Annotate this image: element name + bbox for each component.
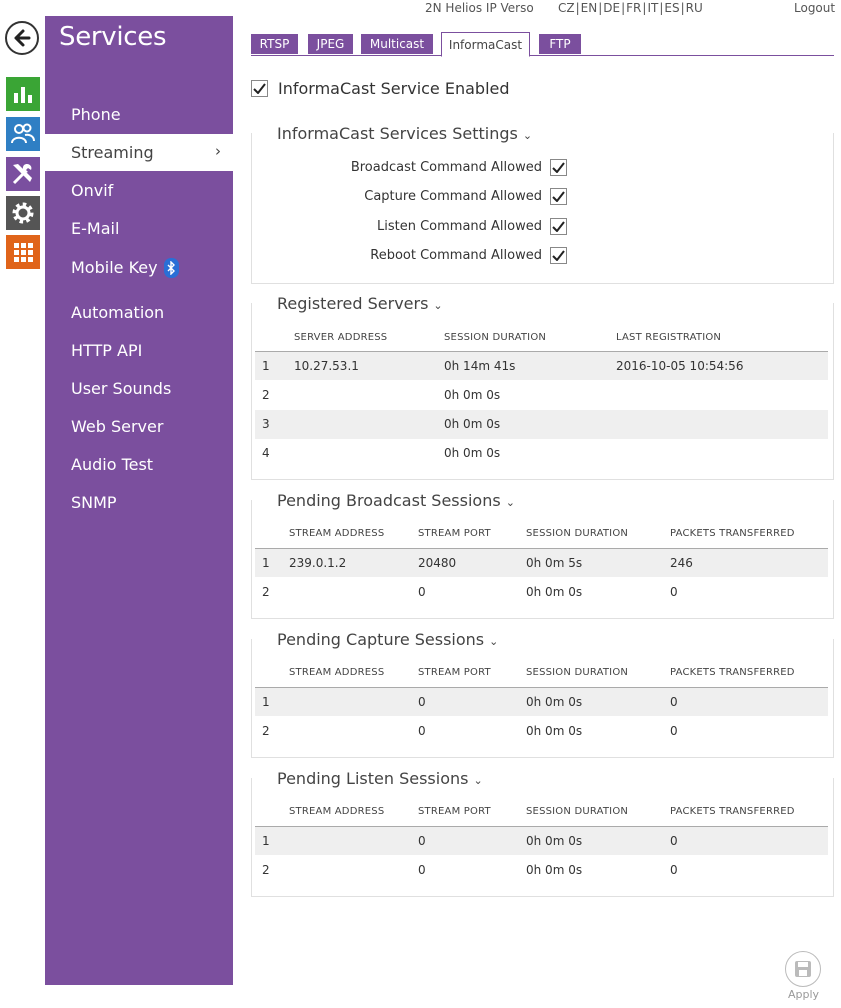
sidebar-item-streaming[interactable]: Streaming ›	[45, 134, 233, 171]
checkmark-icon	[552, 250, 565, 261]
listen-allowed-label: Listen Command Allowed	[377, 219, 542, 234]
chevron-down-icon: ⌄	[522, 129, 533, 142]
capture-sessions-title[interactable]: Pending Capture Sessions ⌄	[277, 630, 502, 649]
tab-bar	[251, 32, 834, 56]
server-address: 10.27.53.1	[294, 359, 359, 373]
table-row	[255, 687, 828, 716]
checkmark-icon	[552, 221, 565, 232]
packets-transferred: 0	[670, 695, 678, 709]
checkmark-icon	[253, 83, 266, 94]
row-number: 2	[262, 724, 270, 738]
row-number: 1	[262, 695, 270, 709]
broadcast-allowed-checkbox[interactable]	[550, 159, 567, 176]
session-duration: 0h 0m 0s	[526, 695, 583, 709]
stream-port: 0	[418, 724, 426, 738]
column-header: PACKETS TRANSFERRED	[670, 806, 795, 817]
sidebar-item-snmp[interactable]: SNMP	[71, 493, 117, 512]
table-row	[255, 548, 828, 577]
lang-it[interactable]: IT	[647, 1, 659, 15]
table-row	[255, 578, 828, 607]
column-header: SESSION DURATION	[526, 667, 629, 678]
service-enabled-checkbox[interactable]	[251, 80, 268, 97]
column-header: STREAM ADDRESS	[289, 667, 385, 678]
settings-section-title[interactable]: InformaCast Services Settings ⌄	[277, 124, 536, 143]
session-duration: 0h 0m 0s	[526, 724, 583, 738]
broadcast-sessions-title[interactable]: Pending Broadcast Sessions ⌄	[277, 491, 519, 510]
session-duration: 0h 0m 0s	[526, 585, 583, 599]
tab-rtsp[interactable]: RTSP	[251, 34, 298, 54]
checkmark-icon	[552, 191, 565, 202]
table-row	[255, 856, 828, 885]
table-row	[255, 410, 828, 439]
stream-port: 20480	[418, 556, 457, 570]
row-number: 4	[262, 446, 270, 460]
row-number: 1	[262, 359, 270, 373]
reboot-allowed-label: Reboot Command Allowed	[370, 248, 542, 263]
bar-chart-icon	[12, 83, 34, 105]
listen-allowed-checkbox[interactable]	[550, 218, 567, 235]
sidebar-item-mobile-key[interactable]: Mobile Key	[45, 249, 233, 286]
sidebar-title: Services	[59, 22, 167, 52]
hardware-nav-button[interactable]	[6, 157, 40, 191]
sidebar-item-audio-test[interactable]: Audio Test	[71, 455, 154, 474]
chevron-down-icon: ⌄	[505, 496, 515, 509]
row-number: 1	[262, 834, 270, 848]
packets-transferred: 0	[670, 834, 678, 848]
lang-ru[interactable]: RU	[685, 1, 703, 15]
status-nav-button[interactable]	[6, 77, 40, 111]
arrow-left-icon	[12, 28, 32, 48]
listen-sessions-title[interactable]: Pending Listen Sessions ⌄	[277, 769, 487, 788]
table-row	[255, 826, 828, 855]
capture-allowed-label: Capture Command Allowed	[364, 189, 542, 204]
table-row	[255, 381, 828, 410]
last-registration: 2016-10-05 10:54:56	[616, 359, 744, 373]
tab-jpeg[interactable]: JPEG	[308, 34, 353, 54]
column-header: STREAM PORT	[418, 667, 491, 678]
services-nav-button[interactable]	[6, 235, 40, 269]
packets-transferred: 0	[670, 585, 678, 599]
session-duration: 0h 0m 5s	[526, 556, 583, 570]
table-row	[255, 717, 828, 746]
device-model: 2N Helios IP Verso	[425, 1, 534, 15]
sidebar-item-phone[interactable]: Phone	[71, 105, 121, 124]
service-enabled-label: InformaCast Service Enabled	[278, 79, 510, 98]
registered-servers-title[interactable]: Registered Servers ⌄	[277, 294, 447, 313]
sidebar-item-automation[interactable]: Automation	[71, 303, 165, 322]
column-header: SESSION DURATION	[526, 528, 629, 539]
stream-address: 239.0.1.2	[289, 556, 347, 570]
packets-transferred: 246	[670, 556, 693, 570]
row-number: 2	[262, 863, 270, 877]
chevron-down-icon: ⌄	[433, 299, 443, 312]
system-nav-button[interactable]	[6, 196, 40, 230]
row-number: 2	[262, 388, 270, 402]
sidebar	[45, 16, 233, 985]
lang-fr[interactable]: FR	[626, 1, 642, 15]
language-switcher: CZ|EN|DE|FR|IT|ES|RU	[558, 1, 703, 15]
session-duration: 0h 0m 0s	[444, 417, 501, 431]
bluetooth-icon	[164, 258, 179, 278]
tab-multicast[interactable]: Multicast	[361, 34, 433, 54]
table-row	[255, 439, 828, 468]
column-header: STREAM PORT	[418, 528, 491, 539]
sidebar-item-web-server[interactable]: Web Server	[71, 417, 164, 436]
logout-link[interactable]: Logout	[794, 1, 836, 15]
tools-icon	[10, 161, 36, 187]
column-header: LAST REGISTRATION	[616, 332, 722, 343]
gear-icon	[10, 200, 36, 226]
session-duration: 0h 0m 0s	[526, 834, 583, 848]
back-button[interactable]	[5, 21, 39, 55]
floppy-disk-icon	[794, 960, 812, 978]
column-header: STREAM PORT	[418, 806, 491, 817]
sidebar-item-onvif[interactable]: Onvif	[71, 181, 114, 200]
session-duration: 0h 14m 41s	[444, 359, 516, 373]
packets-transferred: 0	[670, 724, 678, 738]
session-duration: 0h 0m 0s	[444, 446, 501, 460]
column-header: SERVER ADDRESS	[294, 332, 388, 343]
checkmark-icon	[552, 162, 565, 173]
column-header: SESSION DURATION	[526, 806, 629, 817]
chevron-down-icon: ⌄	[473, 774, 483, 787]
stream-port: 0	[418, 695, 426, 709]
session-duration: 0h 0m 0s	[526, 863, 583, 877]
column-header: STREAM ADDRESS	[289, 806, 385, 817]
row-number: 2	[262, 585, 270, 599]
chevron-down-icon: ⌄	[489, 635, 499, 648]
sidebar-item-http-api[interactable]: HTTP API	[71, 341, 143, 360]
lang-es[interactable]: ES	[664, 1, 680, 15]
column-header: STREAM ADDRESS	[289, 528, 385, 539]
reboot-allowed-checkbox[interactable]	[550, 247, 567, 264]
grid-icon	[12, 241, 34, 263]
tab-ftp[interactable]: FTP	[539, 34, 581, 54]
directory-nav-button[interactable]	[6, 117, 40, 151]
lang-cz[interactable]: CZ	[558, 1, 575, 15]
broadcast-allowed-label: Broadcast Command Allowed	[350, 160, 542, 175]
stream-port: 0	[418, 863, 426, 877]
chevron-right-icon: ›	[215, 142, 221, 160]
packets-transferred: 0	[670, 863, 678, 877]
apply-label: Apply	[788, 988, 820, 1001]
row-number: 1	[262, 556, 270, 570]
stream-port: 0	[418, 585, 426, 599]
tab-informacast[interactable]: InformaCast	[441, 32, 530, 57]
row-number: 3	[262, 417, 270, 431]
users-icon	[10, 122, 36, 146]
lang-en[interactable]: EN	[580, 1, 598, 15]
column-header: SESSION DURATION	[444, 332, 547, 343]
column-header: PACKETS TRANSFERRED	[670, 528, 795, 539]
table-row	[255, 351, 828, 380]
sidebar-item-email[interactable]: E-Mail	[71, 219, 120, 238]
session-duration: 0h 0m 0s	[444, 388, 501, 402]
sidebar-item-user-sounds[interactable]: User Sounds	[71, 379, 172, 398]
stream-port: 0	[418, 834, 426, 848]
capture-allowed-checkbox[interactable]	[550, 188, 567, 205]
apply-button[interactable]	[785, 951, 821, 987]
column-header: PACKETS TRANSFERRED	[670, 667, 795, 678]
lang-de[interactable]: DE	[603, 1, 621, 15]
